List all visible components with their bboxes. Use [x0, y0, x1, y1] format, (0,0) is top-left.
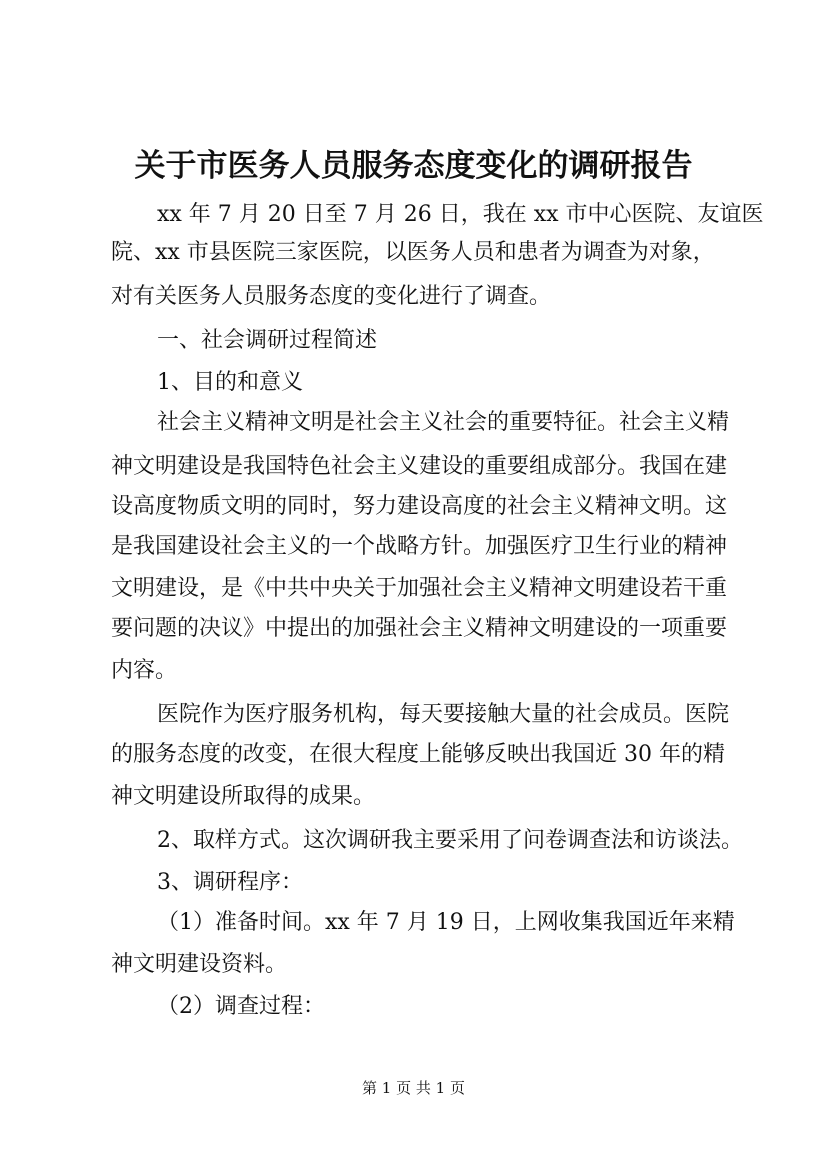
paragraph-line: （2）调查过程：	[157, 994, 325, 1019]
paragraph-line: 文明建设，是《中共中央关于加强社会主义精神文明建设若干重	[111, 576, 728, 601]
section-heading: 一、社会调研过程简述	[157, 328, 378, 353]
paragraph-line: 医院作为医疗服务机构，每天要接触大量的社会成员。医院	[157, 702, 730, 727]
paragraph-line: （1）准备时间。xx 年 7 月 19 日，上网收集我国近年来精	[157, 910, 735, 935]
paragraph-line: 神文明建设资料。	[111, 952, 288, 977]
paragraph-line: xx 年 7 月 20 日至 7 月 26 日，我在 xx 市中心医院、友谊医	[157, 202, 764, 227]
paragraph-line: 社会主义精神文明是社会主义社会的重要特征。社会主义精	[157, 410, 730, 435]
paragraph-line: 神文明建设是我国特色社会主义建设的重要组成部分。我国在建	[111, 454, 728, 479]
paragraph-line: 是我国建设社会主义的一个战略方针。加强医疗卫生行业的精神	[111, 534, 728, 559]
subsection-heading: 3、调研程序：	[157, 870, 303, 895]
paragraph-line: 院、xx 市县医院三家医院，以医务人员和患者为调查为对象，	[111, 240, 715, 265]
paragraph-line: 2、取样方式。这次调研我主要采用了问卷调查法和访谈法。	[157, 828, 743, 853]
paragraph-line: 的服务态度的改变，在很大程度上能够反映出我国近 30 年的精	[111, 742, 725, 767]
paragraph-line: 设高度物质文明的同时，努力建设高度的社会主义精神文明。这	[111, 494, 728, 519]
page-footer: 第 1 页 共 1 页	[362, 1079, 465, 1097]
paragraph-line: 要问题的决议》中提出的加强社会主义精神文明建设的一项重要	[111, 616, 728, 641]
document-title: 关于市医务人员服务态度变化的调研报告	[134, 148, 693, 184]
paragraph-line: 神文明建设所取得的成果。	[111, 784, 376, 809]
paragraph-line: 内容。	[111, 658, 178, 683]
subsection-heading: 1、目的和意义	[157, 370, 303, 395]
paragraph-line: 对有关医务人员服务态度的变化进行了调查。	[111, 284, 552, 309]
